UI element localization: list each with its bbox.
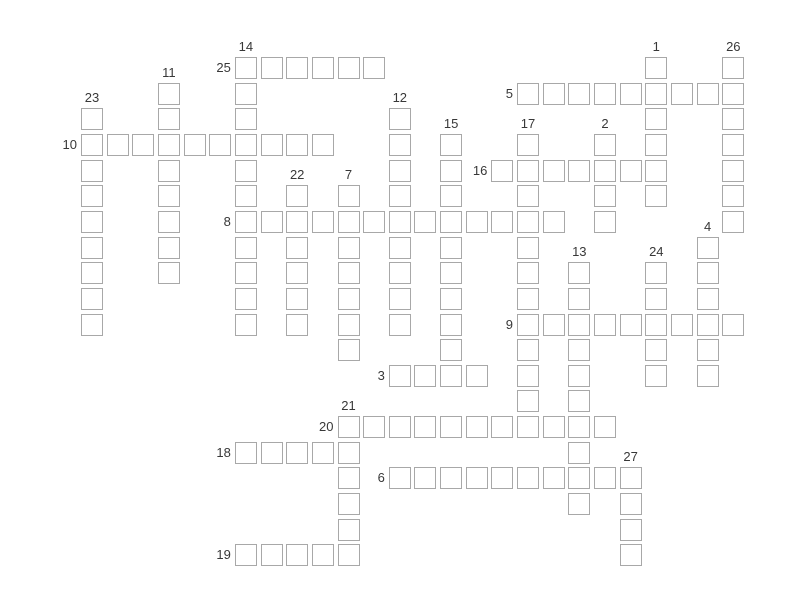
crossword-cell[interactable] bbox=[543, 314, 565, 336]
crossword-cell[interactable] bbox=[414, 365, 436, 387]
crossword-cell[interactable] bbox=[235, 57, 257, 79]
crossword-cell[interactable] bbox=[338, 57, 360, 79]
clue-number-across-3: 3 bbox=[377, 367, 385, 383]
crossword-cell[interactable] bbox=[466, 211, 488, 233]
crossword-cell[interactable] bbox=[389, 416, 411, 438]
clue-number-down-11: 11 bbox=[162, 64, 176, 80]
crossword-cell[interactable] bbox=[261, 57, 283, 79]
crossword-cell[interactable] bbox=[568, 365, 590, 387]
crossword-cell[interactable] bbox=[81, 108, 103, 130]
crossword-cell[interactable] bbox=[722, 108, 744, 130]
crossword-cell[interactable] bbox=[81, 211, 103, 233]
crossword-cell[interactable] bbox=[543, 160, 565, 182]
crossword-cell[interactable] bbox=[440, 467, 462, 489]
crossword-cell[interactable] bbox=[312, 442, 334, 464]
crossword-cell[interactable] bbox=[286, 211, 308, 233]
crossword-cell[interactable] bbox=[466, 365, 488, 387]
crossword-cell[interactable] bbox=[158, 134, 180, 156]
crossword-cell[interactable] bbox=[286, 262, 308, 284]
clue-number-across-20: 20 bbox=[319, 419, 334, 435]
crossword-cell[interactable] bbox=[389, 314, 411, 336]
crossword-cell[interactable] bbox=[235, 442, 257, 464]
crossword-cell[interactable] bbox=[261, 134, 283, 156]
clue-number-down-12: 12 bbox=[392, 90, 408, 106]
clue-number-across-8: 8 bbox=[223, 213, 231, 229]
crossword-cell[interactable] bbox=[286, 288, 308, 310]
clue-number-down-15: 15 bbox=[443, 115, 459, 131]
crossword-cell[interactable] bbox=[235, 160, 257, 182]
crossword-cell[interactable] bbox=[338, 493, 360, 515]
crossword-cell[interactable] bbox=[261, 544, 283, 566]
crossword-cell[interactable] bbox=[389, 237, 411, 259]
crossword-cell[interactable] bbox=[440, 288, 462, 310]
crossword-cell[interactable] bbox=[440, 237, 462, 259]
crossword-cell[interactable] bbox=[338, 262, 360, 284]
crossword-cell[interactable] bbox=[543, 211, 565, 233]
crossword-cell[interactable] bbox=[568, 83, 590, 105]
crossword-cell[interactable] bbox=[645, 314, 667, 336]
crossword-cell[interactable] bbox=[81, 134, 103, 156]
crossword-cell[interactable] bbox=[722, 160, 744, 182]
crossword-cell[interactable] bbox=[671, 314, 693, 336]
crossword-cell[interactable] bbox=[568, 339, 590, 361]
crossword-cell[interactable] bbox=[440, 262, 462, 284]
clue-number-across-6: 6 bbox=[377, 470, 385, 486]
crossword-cell[interactable] bbox=[338, 185, 360, 207]
crossword-cell[interactable] bbox=[286, 442, 308, 464]
crossword-cell[interactable] bbox=[389, 262, 411, 284]
crossword-cell[interactable] bbox=[645, 83, 667, 105]
crossword-cell[interactable] bbox=[389, 134, 411, 156]
crossword-cell[interactable] bbox=[286, 237, 308, 259]
crossword-cell[interactable] bbox=[491, 416, 513, 438]
crossword-cell[interactable] bbox=[235, 83, 257, 105]
clue-number-down-1: 1 bbox=[652, 39, 660, 54]
crossword-cell[interactable] bbox=[645, 134, 667, 156]
crossword-cell[interactable] bbox=[363, 416, 385, 438]
crossword-cell[interactable] bbox=[440, 416, 462, 438]
clue-number-down-7: 7 bbox=[344, 167, 353, 183]
crossword-cell[interactable] bbox=[543, 416, 565, 438]
crossword-cell[interactable] bbox=[620, 493, 642, 515]
crossword-cell[interactable] bbox=[158, 83, 180, 105]
crossword-cell[interactable] bbox=[312, 134, 334, 156]
crossword-cell[interactable] bbox=[235, 108, 257, 130]
crossword-cell[interactable] bbox=[440, 185, 462, 207]
crossword-cell[interactable] bbox=[466, 467, 488, 489]
crossword-cell[interactable] bbox=[286, 134, 308, 156]
clue-number-down-2: 2 bbox=[601, 115, 609, 131]
crossword-cell[interactable] bbox=[81, 262, 103, 284]
crossword-cell[interactable] bbox=[645, 108, 667, 130]
crossword-cell[interactable] bbox=[517, 211, 539, 233]
crossword-cell[interactable] bbox=[389, 108, 411, 130]
crossword-cell[interactable] bbox=[363, 211, 385, 233]
clue-number-across-25: 25 bbox=[216, 60, 231, 75]
clue-number-down-4: 4 bbox=[703, 218, 712, 234]
crossword-cell[interactable] bbox=[235, 262, 257, 284]
crossword-cell[interactable] bbox=[158, 108, 180, 130]
crossword-cell[interactable] bbox=[338, 442, 360, 464]
crossword-cell[interactable] bbox=[440, 134, 462, 156]
crossword-cell[interactable] bbox=[286, 314, 308, 336]
crossword-cell[interactable] bbox=[389, 185, 411, 207]
crossword-cell[interactable] bbox=[568, 442, 590, 464]
crossword-cell[interactable] bbox=[158, 211, 180, 233]
clue-number-down-23: 23 bbox=[84, 90, 100, 106]
crossword-cell[interactable] bbox=[491, 211, 513, 233]
crossword-cell[interactable] bbox=[158, 160, 180, 182]
crossword-cell[interactable] bbox=[440, 211, 462, 233]
crossword-cell[interactable] bbox=[568, 416, 590, 438]
crossword-cell[interactable] bbox=[81, 288, 103, 310]
crossword-cell[interactable] bbox=[697, 365, 719, 387]
crossword-cell[interactable] bbox=[722, 57, 744, 79]
crossword-cell[interactable] bbox=[338, 237, 360, 259]
crossword-cell[interactable] bbox=[158, 237, 180, 259]
crossword-cell[interactable] bbox=[697, 237, 719, 259]
crossword-cell[interactable] bbox=[722, 314, 744, 336]
crossword-cell[interactable] bbox=[568, 288, 590, 310]
crossword-cell[interactable] bbox=[440, 339, 462, 361]
clue-number-down-13: 13 bbox=[572, 244, 587, 260]
crossword-cell[interactable] bbox=[286, 544, 308, 566]
clue-number-down-14: 14 bbox=[238, 39, 254, 54]
crossword-cell[interactable] bbox=[568, 493, 590, 515]
crossword-cell[interactable] bbox=[645, 262, 667, 284]
crossword-cell[interactable] bbox=[517, 365, 539, 387]
crossword-cell[interactable] bbox=[645, 288, 667, 310]
clue-number-across-16: 16 bbox=[472, 162, 488, 178]
crossword-cell[interactable] bbox=[491, 467, 513, 489]
crossword-cell[interactable] bbox=[517, 288, 539, 310]
crossword-cell[interactable] bbox=[107, 134, 129, 156]
crossword-cell[interactable] bbox=[697, 339, 719, 361]
crossword-cell[interactable] bbox=[594, 134, 616, 156]
clue-number-across-18: 18 bbox=[216, 444, 231, 460]
crossword-cell[interactable] bbox=[286, 185, 308, 207]
crossword-cell[interactable] bbox=[312, 544, 334, 566]
crossword-cell[interactable] bbox=[568, 314, 590, 336]
crossword-cell[interactable] bbox=[568, 160, 590, 182]
crossword-cell[interactable] bbox=[722, 185, 744, 207]
crossword-cell[interactable] bbox=[235, 288, 257, 310]
crossword-cell[interactable] bbox=[81, 160, 103, 182]
crossword-cell[interactable] bbox=[543, 467, 565, 489]
clue-number-down-26: 26 bbox=[726, 39, 741, 54]
crossword-cell[interactable] bbox=[338, 339, 360, 361]
crossword-cell[interactable] bbox=[722, 134, 744, 156]
crossword-cell[interactable] bbox=[81, 314, 103, 336]
crossword-cell[interactable] bbox=[645, 160, 667, 182]
crossword-cell[interactable] bbox=[389, 211, 411, 233]
crossword-cell[interactable] bbox=[209, 134, 231, 156]
crossword-cell[interactable] bbox=[517, 262, 539, 284]
crossword-cell[interactable] bbox=[517, 314, 539, 336]
crossword-cell[interactable] bbox=[594, 185, 616, 207]
crossword-cell[interactable] bbox=[158, 262, 180, 284]
crossword-cell[interactable] bbox=[620, 467, 642, 489]
crossword-cell[interactable] bbox=[645, 57, 667, 79]
crossword-cell[interactable] bbox=[620, 314, 642, 336]
crossword-cell[interactable] bbox=[645, 365, 667, 387]
crossword-cell[interactable] bbox=[671, 83, 693, 105]
crossword-cell[interactable] bbox=[261, 211, 283, 233]
crossword-cell[interactable] bbox=[184, 134, 206, 156]
crossword-cell[interactable] bbox=[261, 442, 283, 464]
clue-number-across-5: 5 bbox=[505, 85, 513, 101]
crossword-cell[interactable] bbox=[594, 314, 616, 336]
crossword-cell[interactable] bbox=[235, 211, 257, 233]
crossword-cell[interactable] bbox=[697, 314, 719, 336]
clue-number-down-22: 22 bbox=[289, 167, 305, 183]
crossword-cell[interactable] bbox=[235, 314, 257, 336]
crossword-cell[interactable] bbox=[235, 544, 257, 566]
crossword-cell[interactable] bbox=[620, 544, 642, 566]
crossword-cell[interactable] bbox=[594, 160, 616, 182]
crossword-cell[interactable] bbox=[491, 160, 513, 182]
crossword-cell[interactable] bbox=[466, 416, 488, 438]
crossword-cell[interactable] bbox=[389, 467, 411, 489]
crossword-cell[interactable] bbox=[414, 211, 436, 233]
clue-number-down-27: 27 bbox=[623, 449, 638, 465]
clue-number-across-9: 9 bbox=[505, 316, 513, 332]
clue-number-across-19: 19 bbox=[216, 547, 231, 563]
crossword-cell[interactable] bbox=[594, 416, 616, 438]
crossword-cell[interactable] bbox=[620, 83, 642, 105]
crossword-cell[interactable] bbox=[414, 416, 436, 438]
crossword-cell[interactable] bbox=[568, 467, 590, 489]
crossword-cell[interactable] bbox=[620, 160, 642, 182]
crossword-cell[interactable] bbox=[312, 211, 334, 233]
crossword-cell[interactable] bbox=[286, 57, 308, 79]
crossword-cell[interactable] bbox=[697, 288, 719, 310]
crossword-cell[interactable] bbox=[81, 237, 103, 259]
crossword-cell[interactable] bbox=[543, 83, 565, 105]
crossword-cell[interactable] bbox=[568, 390, 590, 412]
crossword-cell[interactable] bbox=[645, 185, 667, 207]
crossword-cell[interactable] bbox=[440, 365, 462, 387]
crossword-cell[interactable] bbox=[594, 467, 616, 489]
crossword-cell[interactable] bbox=[363, 57, 385, 79]
crossword-cell[interactable] bbox=[594, 211, 616, 233]
crossword-cell[interactable] bbox=[338, 314, 360, 336]
crossword-cell[interactable] bbox=[81, 185, 103, 207]
crossword-cell[interactable] bbox=[312, 57, 334, 79]
crossword-cell[interactable] bbox=[338, 211, 360, 233]
crossword-cell[interactable] bbox=[389, 288, 411, 310]
crossword-cell[interactable] bbox=[517, 467, 539, 489]
crossword-cell[interactable] bbox=[338, 416, 360, 438]
crossword-cell[interactable] bbox=[620, 519, 642, 541]
crossword-cell[interactable] bbox=[517, 83, 539, 105]
crossword-cell[interactable] bbox=[132, 134, 154, 156]
crossword-cell[interactable] bbox=[338, 288, 360, 310]
clue-number-down-21: 21 bbox=[341, 398, 356, 414]
crossword-cell[interactable] bbox=[338, 544, 360, 566]
crossword-cell[interactable] bbox=[568, 262, 590, 284]
clue-number-down-24: 24 bbox=[649, 244, 664, 260]
crossword-cell[interactable] bbox=[235, 237, 257, 259]
crossword-cell[interactable] bbox=[594, 83, 616, 105]
crossword-cell[interactable] bbox=[235, 134, 257, 156]
clue-number-across-10: 10 bbox=[62, 136, 77, 152]
crossword-cell[interactable] bbox=[697, 83, 719, 105]
crossword-cell[interactable] bbox=[389, 160, 411, 182]
crossword-cell[interactable] bbox=[517, 390, 539, 412]
crossword-cell[interactable] bbox=[517, 185, 539, 207]
crossword-cell[interactable] bbox=[338, 519, 360, 541]
crossword-cell[interactable] bbox=[697, 262, 719, 284]
crossword-cell[interactable] bbox=[517, 134, 539, 156]
crossword-cell[interactable] bbox=[722, 83, 744, 105]
crossword-cell[interactable] bbox=[440, 314, 462, 336]
crossword-cell[interactable] bbox=[235, 185, 257, 207]
crossword-cell[interactable] bbox=[414, 467, 436, 489]
crossword-cell[interactable] bbox=[158, 185, 180, 207]
crossword-cell[interactable] bbox=[517, 416, 539, 438]
crossword-cell[interactable] bbox=[517, 160, 539, 182]
clue-number-down-17: 17 bbox=[520, 115, 536, 131]
crossword-cell[interactable] bbox=[645, 339, 667, 361]
crossword-cell[interactable] bbox=[517, 339, 539, 361]
crossword-cell[interactable] bbox=[389, 365, 411, 387]
crossword-cell[interactable] bbox=[517, 237, 539, 259]
